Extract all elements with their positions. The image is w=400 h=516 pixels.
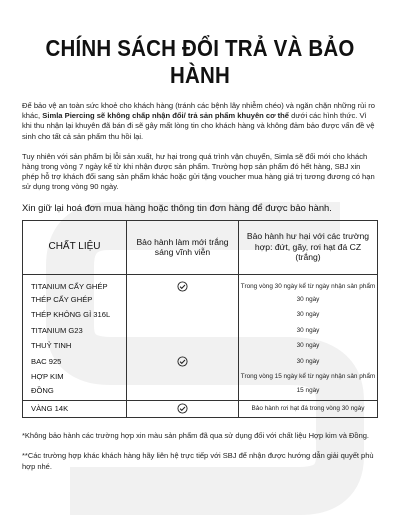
- header-damage-warranty: Bảo hành hư hại với các trường hợp: đứt, gãy, rơi hạt đá CZ (trắng): [239, 220, 378, 274]
- new-warranty-cell: [127, 307, 239, 323]
- table-row: [23, 274, 378, 292]
- new-warranty-cell: [127, 400, 239, 417]
- table-row: [23, 354, 378, 370]
- page-title: CHÍNH SÁCH ĐỔI TRẢ VÀ BẢO HÀNH: [45, 36, 355, 89]
- new-warranty-cell: [127, 323, 239, 339]
- damage-warranty-cell: 30 ngày: [239, 354, 378, 370]
- damage-warranty-cell: 15 ngày: [239, 385, 378, 401]
- table-row: [23, 323, 378, 339]
- new-warranty-cell: [127, 385, 239, 401]
- new-warranty-cell: [127, 338, 239, 354]
- intro-paragraph-2: Tuy nhiên với sản phẩm bị lỗi sản xuất, hư hại trong quá trình vận chuyển, Simla sẽ đổi mới cho khách hàng trong vòng 7 ngày kể từ khi nhận được sản phẩm. Trường hợp sản phẩm đó hết hàng, SBJ xin phép hỗ trợ khách đổi sang sản phẩm khác hoặc gửi tặng voucher mua hàng giá trị tương đương có hạn sử dụng trong vòng 90 ngày.: [22, 151, 375, 192]
- material-cell: BAC 925: [23, 354, 127, 370]
- table-row: [23, 369, 378, 385]
- new-warranty-cell: [127, 274, 239, 292]
- damage-warranty-cell: 30 ngày: [239, 323, 378, 339]
- material-cell: HỢP KIM: [23, 369, 127, 385]
- material-cell: THÉP KHÔNG GỈ 316L: [23, 307, 127, 323]
- material-cell: THÉP CẤY GHÉP: [23, 292, 127, 308]
- damage-warranty-cell: Bảo hành rơi hạt đá trong vòng 30 ngày: [239, 400, 378, 417]
- table-row: [23, 292, 378, 308]
- intro-text-cont: dưới các hình thức. Vì khi thu nhận lại khuyên đã bán đi sẽ gây mất lòng tin cho khách hàng và không đảm bảo được vấn đề vệ sinh cho tất cả sản phẩm thu hồi lại.: [22, 111, 375, 141]
- damage-warranty-cell: Trong vòng 15 ngày kể từ ngày nhận sản phẩm: [239, 369, 378, 385]
- footnote-1: *Không bảo hành các trường hợp xin màu sản phẩm đã qua sử dụng đối với chất liệu Hợp kim và Đồng.: [22, 430, 369, 440]
- table-row: [23, 338, 378, 354]
- table-row: [23, 400, 378, 417]
- damage-warranty-cell: 30 ngày: [239, 292, 378, 308]
- header-material: CHẤT LIỆU: [23, 220, 127, 274]
- warranty-table: [22, 220, 378, 418]
- table-row: [23, 385, 378, 401]
- intro-emphasis: Simla Piercing sẽ không chấp nhận đổi/ trả sản phẩm khuyên cơ thể: [42, 111, 290, 121]
- intro-paragraph-1: [22, 101, 378, 142]
- footnote-2: **Các trường hợp khác khách hàng hãy liên hệ trực tiếp với SBJ để nhận được hướng dẫn giải quyết phù hợp nhé.: [22, 451, 374, 471]
- table-header-row: [23, 220, 378, 274]
- check-circle-icon: [177, 356, 188, 365]
- material-cell: TITANIUM CẤY GHÉP: [23, 274, 127, 292]
- damage-warranty-cell: 30 ngày: [239, 338, 378, 354]
- damage-warranty-cell: Trong vòng 30 ngày kể từ ngày nhận sản phẩm: [239, 274, 378, 292]
- material-cell: THUỶ TINH: [23, 338, 127, 354]
- receipt-notice: Xin giữ lại hoá đơn mua hàng hoặc thông tin đơn hàng để được bảo hành.: [22, 201, 332, 213]
- check-circle-icon: [177, 404, 188, 413]
- table-row: [23, 307, 378, 323]
- material-cell: TITANIUM G23: [23, 323, 127, 339]
- check-circle-icon: [177, 281, 188, 290]
- intro-text: Để bảo vệ an toàn sức khoẻ cho khách hàng (tránh các bệnh lây nhiễm chéo) và ngăn chặn những rủi ro khác,: [22, 101, 375, 121]
- material-cell: ĐỒNG: [23, 385, 127, 401]
- material-cell: VÀNG 14K: [23, 400, 127, 417]
- policy-document: [0, 36, 400, 472]
- new-warranty-cell: [127, 369, 239, 385]
- damage-warranty-cell: 30 ngày: [239, 307, 378, 323]
- new-warranty-cell: [127, 292, 239, 308]
- header-new-warranty: Bảo hành làm mới trắng sáng vĩnh viễn: [127, 220, 239, 274]
- new-warranty-cell: [127, 354, 239, 370]
